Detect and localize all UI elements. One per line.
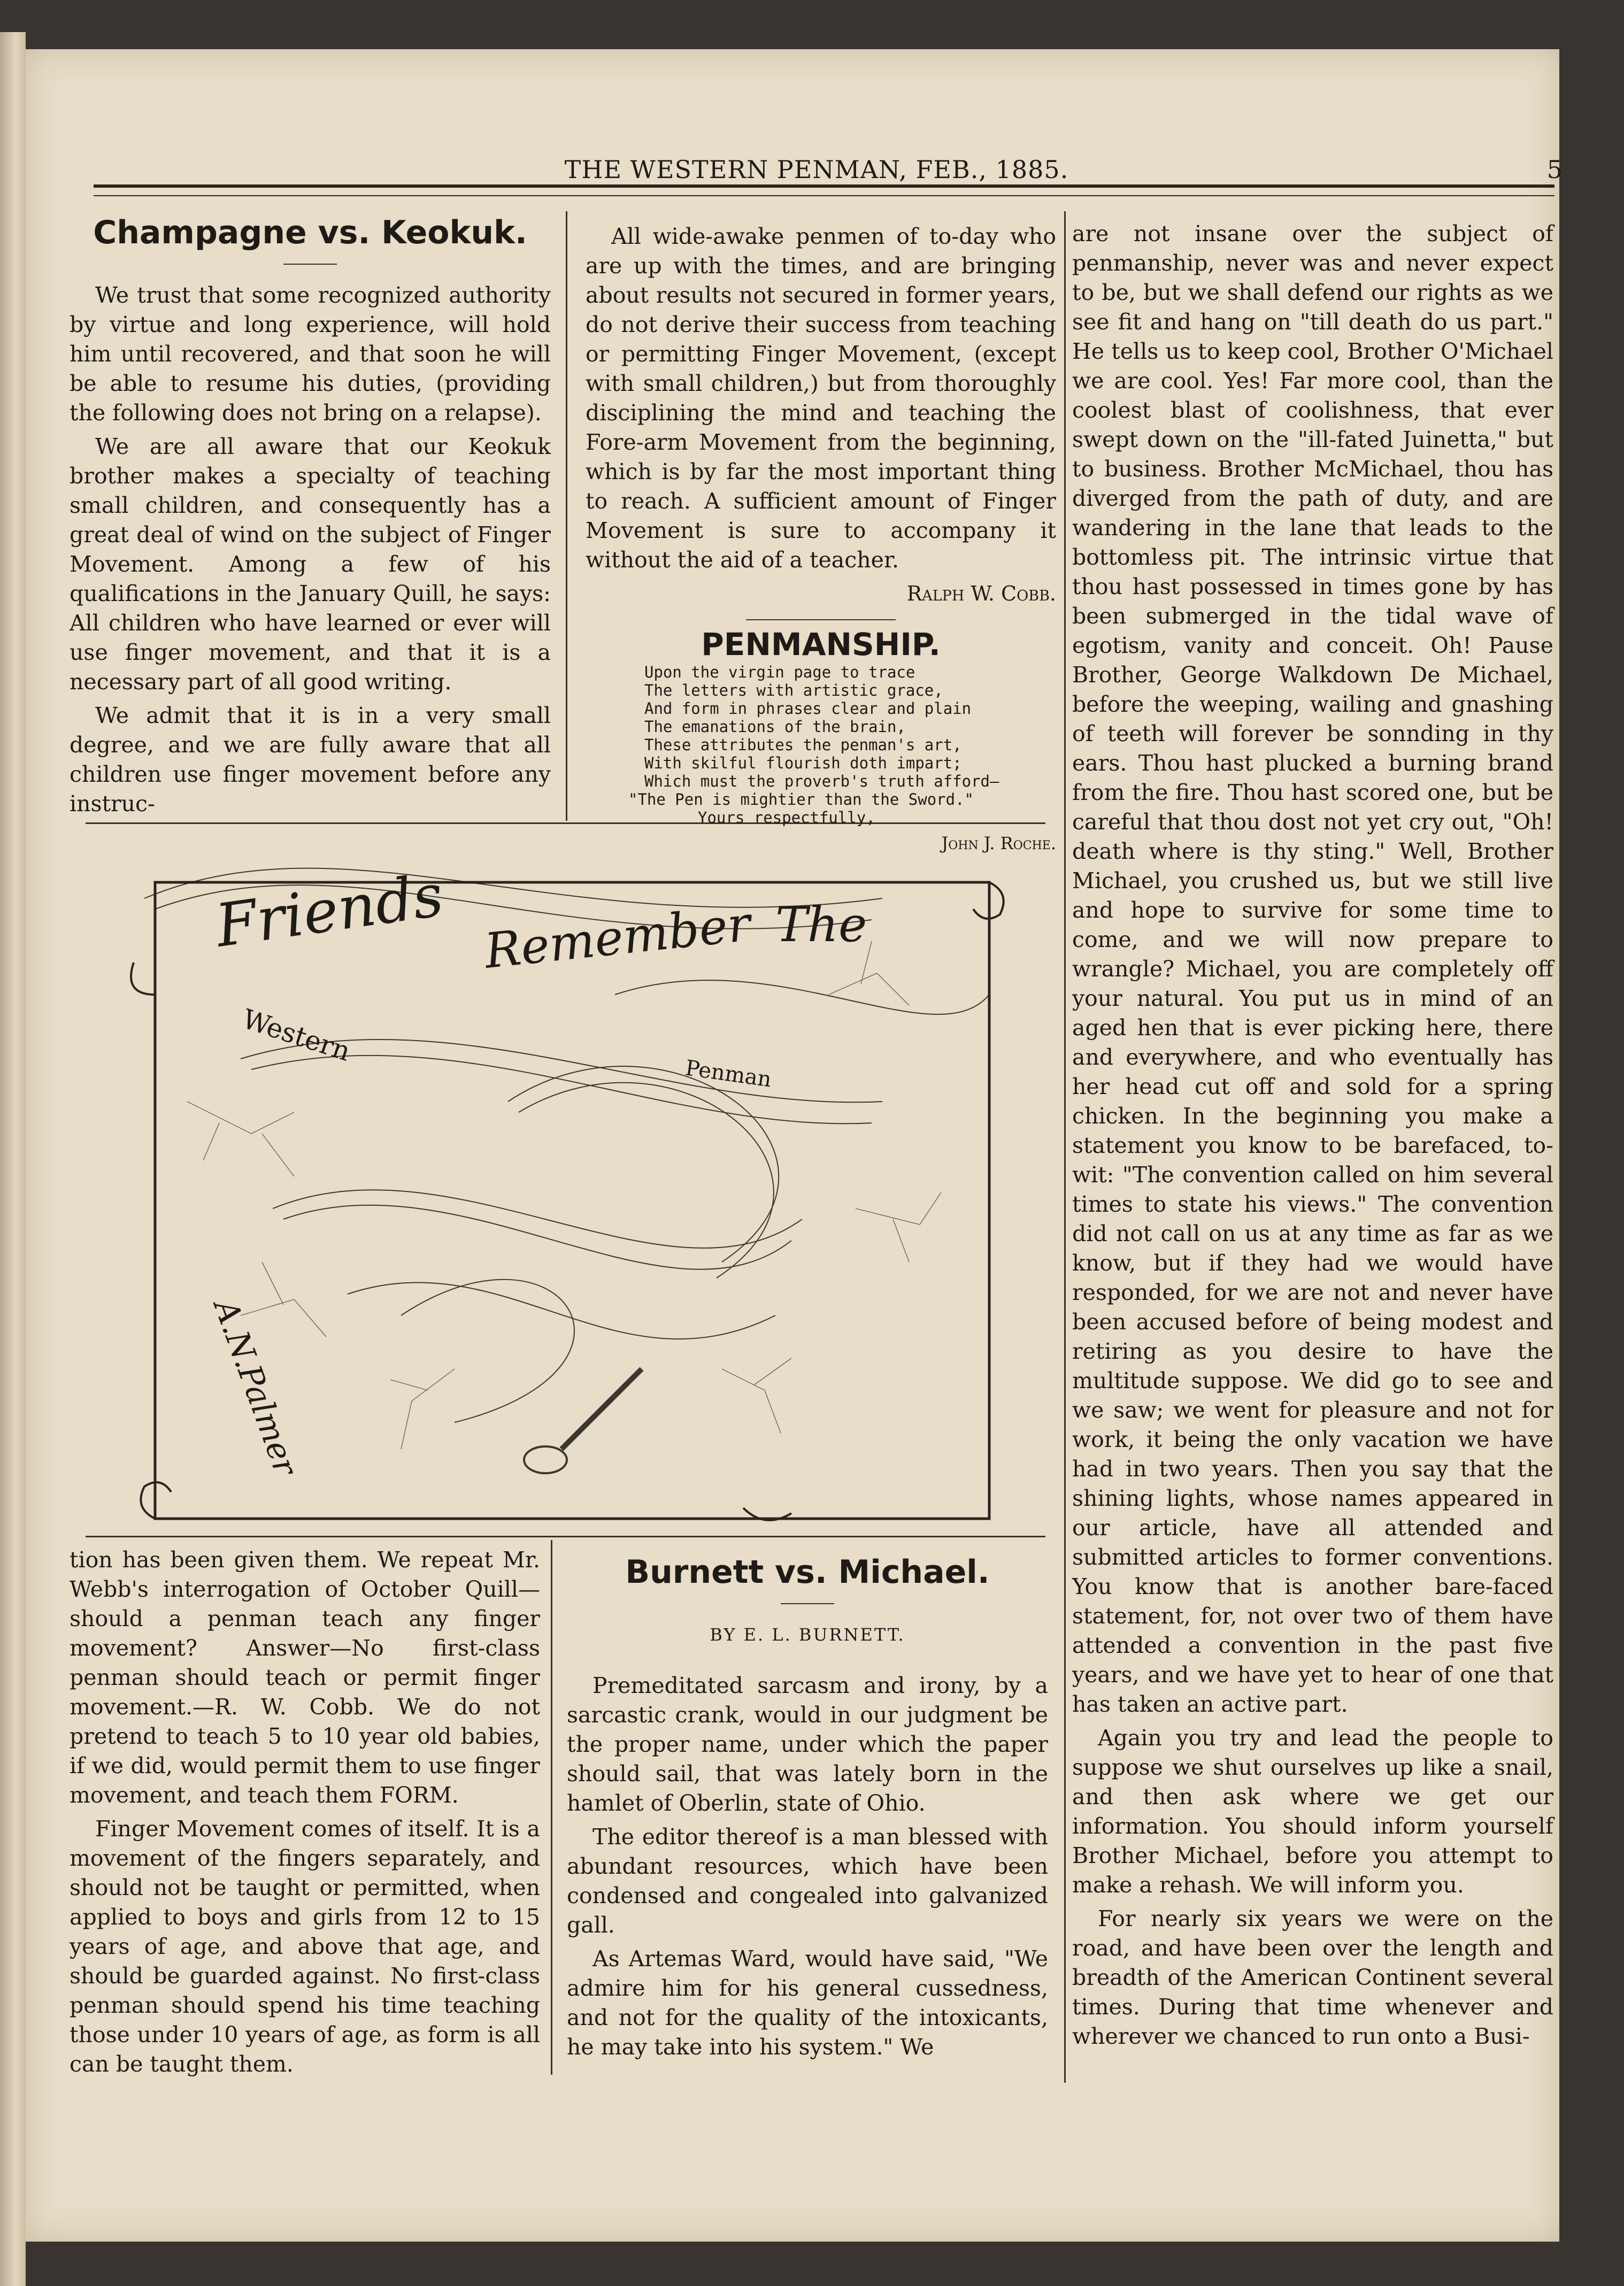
- byline: BY E. L. BURNETT.: [710, 1625, 905, 1645]
- title-rule: [746, 619, 896, 620]
- poem-line: Upon the virgin page to trace: [644, 663, 915, 681]
- section-rule: [86, 1536, 1045, 1537]
- flourish-illustration: [80, 834, 1043, 1535]
- header-rule-thin: [94, 195, 1554, 196]
- paragraph: For nearly six years we were on the road, and have been over the length and breadth of the American Continent several times. During that time whenever and wherever we chanced to run onto a Busi-: [1072, 1906, 1553, 2049]
- paragraph: Again you try and lead the people to suppose we shut ourselves up like a snail, and then ask where we get our information. You should inform yourself Brother Michael, before you attempt to make a rehash. We will inform you.: [1072, 1725, 1553, 1898]
- paragraph: are not insane over the subject of penmanship, never was and never expect to be, but we shall defend our rights as we see fit and hang on "till death do us part." He tells us to keep cool, Brother O'Michael we are cool. Yes! Far more cool, than the coolest blast of coolishness, that ever swept down on the "ill-fated Juinetta," but to business. Brother McMichael, thou has diverged from the path of duty, and are wandering in the lane that leads to the bottomless pit. The intrinsic virtue that thou hast possessed in times gone by has been submerged in the tidal wave of egotism, vanity and conceit. Oh! Pause Brother, George Walkdown De Michael, before the weeping, wailing and gnashing of teeth will forever be sonnding in thy ears. Thou hast plucked a burning brand from the fire. Thou hast scored one, but be careful that thou dost not yet cry out, "Oh! death where is thy sting." Well, Brother Michael, you crushed us, but we still live and hope to survive for some time to come, and we will now prepare to wrangle? Michael, you are completely off your natural. You put us in mind of an aged hen that is ever picking here, there and everywhere, and who eventually has her head cut off and sold for a spring chicken. In the beginning you make a statement you know to be barefaced, to-wit: "The convention called on him several times to state his views." The convention did not call on us at any time as far as we know, but if they had we would have responded, for we are not and never have been accused before of being modest and retiring as you desire to have the multitude suppose. We did go to see and we saw; we went for pleasure and not for work, it being the only vacation we have had in two years. Then you say that the shining lights, whose names appeared in our article, have all attended and submitted articles to former conventions. You know that is another bare-faced statement, for, not over two of them have attended a convention in the past five years, and we have yet to hear of one that has taken an active part.: [1072, 221, 1553, 1717]
- paragraph: tion has been given them. We repeat Mr. Webb's interrogation of October Quill—should a penman teach any finger movement? Answer—No first-class penman should teach or permit finger movement.—R. W. Cobb. We do not pretend to teach 5 to 10 year old babies, if we did, would permit them to use finger movement, and teach them FORM.: [70, 1547, 540, 1808]
- page-number: 5: [1546, 155, 1563, 184]
- column-divider: [566, 211, 567, 821]
- paragraph: We trust that some recognized authority by virtue and long experience, will hold him until recovered, and that soon he will be able to resume his duties, (providing the following does not bring on a relapse).: [70, 282, 551, 426]
- title-rule: [283, 264, 337, 265]
- poem-line: "The Pen is mightier than the Sword.": [628, 790, 974, 809]
- article-title: Champagne vs. Keokuk.: [93, 214, 527, 251]
- poem-line: Yours respectfully,: [698, 809, 875, 827]
- poem-line: With skilful flourish doth impart;: [644, 754, 962, 772]
- article-burnett-michael: [567, 1551, 1048, 2066]
- paragraph: As Artemas Ward, would have said, "We admire him for his general cussedness, and not for the quality of the intoxicants, he may take into his system." We: [567, 1946, 1048, 2060]
- paragraph: Finger Movement comes of itself. It is a movement of the fingers separately, and should not be taught or permitted, when applied to boys and girls from 12 to 15 years of age, and above that age, and should be guarded against. No first-class penman should spend his time teaching those under 10 years of age, as form is all can be taught them.: [70, 1816, 540, 2077]
- poem-line: These attributes the penman's art,: [644, 736, 962, 754]
- paragraph: Premeditated sarcasm and irony, by a sarcastic crank, would in our judgment be the proper name, under which the paper should sail, that was lately born in the hamlet of Oberlin, state of Ohio.: [567, 1673, 1048, 1816]
- poem-line: The letters with artistic grace,: [644, 681, 943, 699]
- flourish-word: Western: [238, 1003, 355, 1067]
- column-divider: [1064, 211, 1066, 2083]
- masthead-title: THE WESTERN PENMAN, FEB., 1885.: [564, 155, 1069, 184]
- paragraph: We admit that it is in a very small degree, and we are fully aware that all children use finger movement before any instruc-: [70, 703, 551, 817]
- article-champagne-keokuk-continued: [70, 1545, 540, 2083]
- poem-body: [586, 663, 1056, 827]
- paragraph: All wide-awake penmen of to-day who are up with the times, and are bringing about results not secured in former years, do not derive their success from teaching or permitting Finger Movement, (except with small children,) but from thoroughly disciplining the mind and teaching the Fore-arm Movement from the beginning, which is by far the most important thing to reach. A sufficient amount of Finger Movement is sure to accompany it without the aid of a teacher.: [586, 224, 1056, 573]
- flourish-word: The: [775, 897, 867, 953]
- article-champagne-keokuk: [70, 211, 551, 823]
- poem-line: And form in phrases clear and plain: [644, 699, 972, 718]
- flourish-word: Penman: [683, 1056, 773, 1092]
- poem-line: The emanations of the brain,: [644, 718, 906, 736]
- facing-page-edge: [0, 32, 26, 2286]
- article-title: Burnett vs. Michael.: [625, 1553, 990, 1591]
- paragraph: The editor thereof is a man blessed with abundant resources, which have been condensed and congealed into galvanized gall.: [567, 1824, 1048, 1938]
- poem-title: PENMANSHIP.: [701, 626, 941, 663]
- branch-lines: [187, 941, 941, 1449]
- flourish-word: Remember: [482, 896, 753, 980]
- article-continuation: [586, 222, 1056, 858]
- flourish-word: Friends: [211, 860, 448, 960]
- article-burnett-michael-continued: [1072, 219, 1553, 2056]
- poem-line: Which must the proverb's truth afford—: [644, 772, 999, 790]
- header-rule: [94, 184, 1554, 188]
- signature-roche: John J. Roche.: [941, 833, 1056, 853]
- signature-cobb: Ralph W. Cobb.: [906, 582, 1056, 605]
- column-divider: [551, 1540, 552, 2075]
- artist-signature: A.N.Palmer: [206, 1295, 305, 1481]
- paragraph: We are all aware that our Keokuk brother makes a specialty of teaching small children, and consequently has a great deal of wind on the subject of Finger Movement. Among a few of his qualifications in the January Quill, he says: All children who have learned or ever will use finger movement, and that it is a necessary part of all good writing.: [70, 434, 551, 695]
- title-rule: [781, 1603, 834, 1604]
